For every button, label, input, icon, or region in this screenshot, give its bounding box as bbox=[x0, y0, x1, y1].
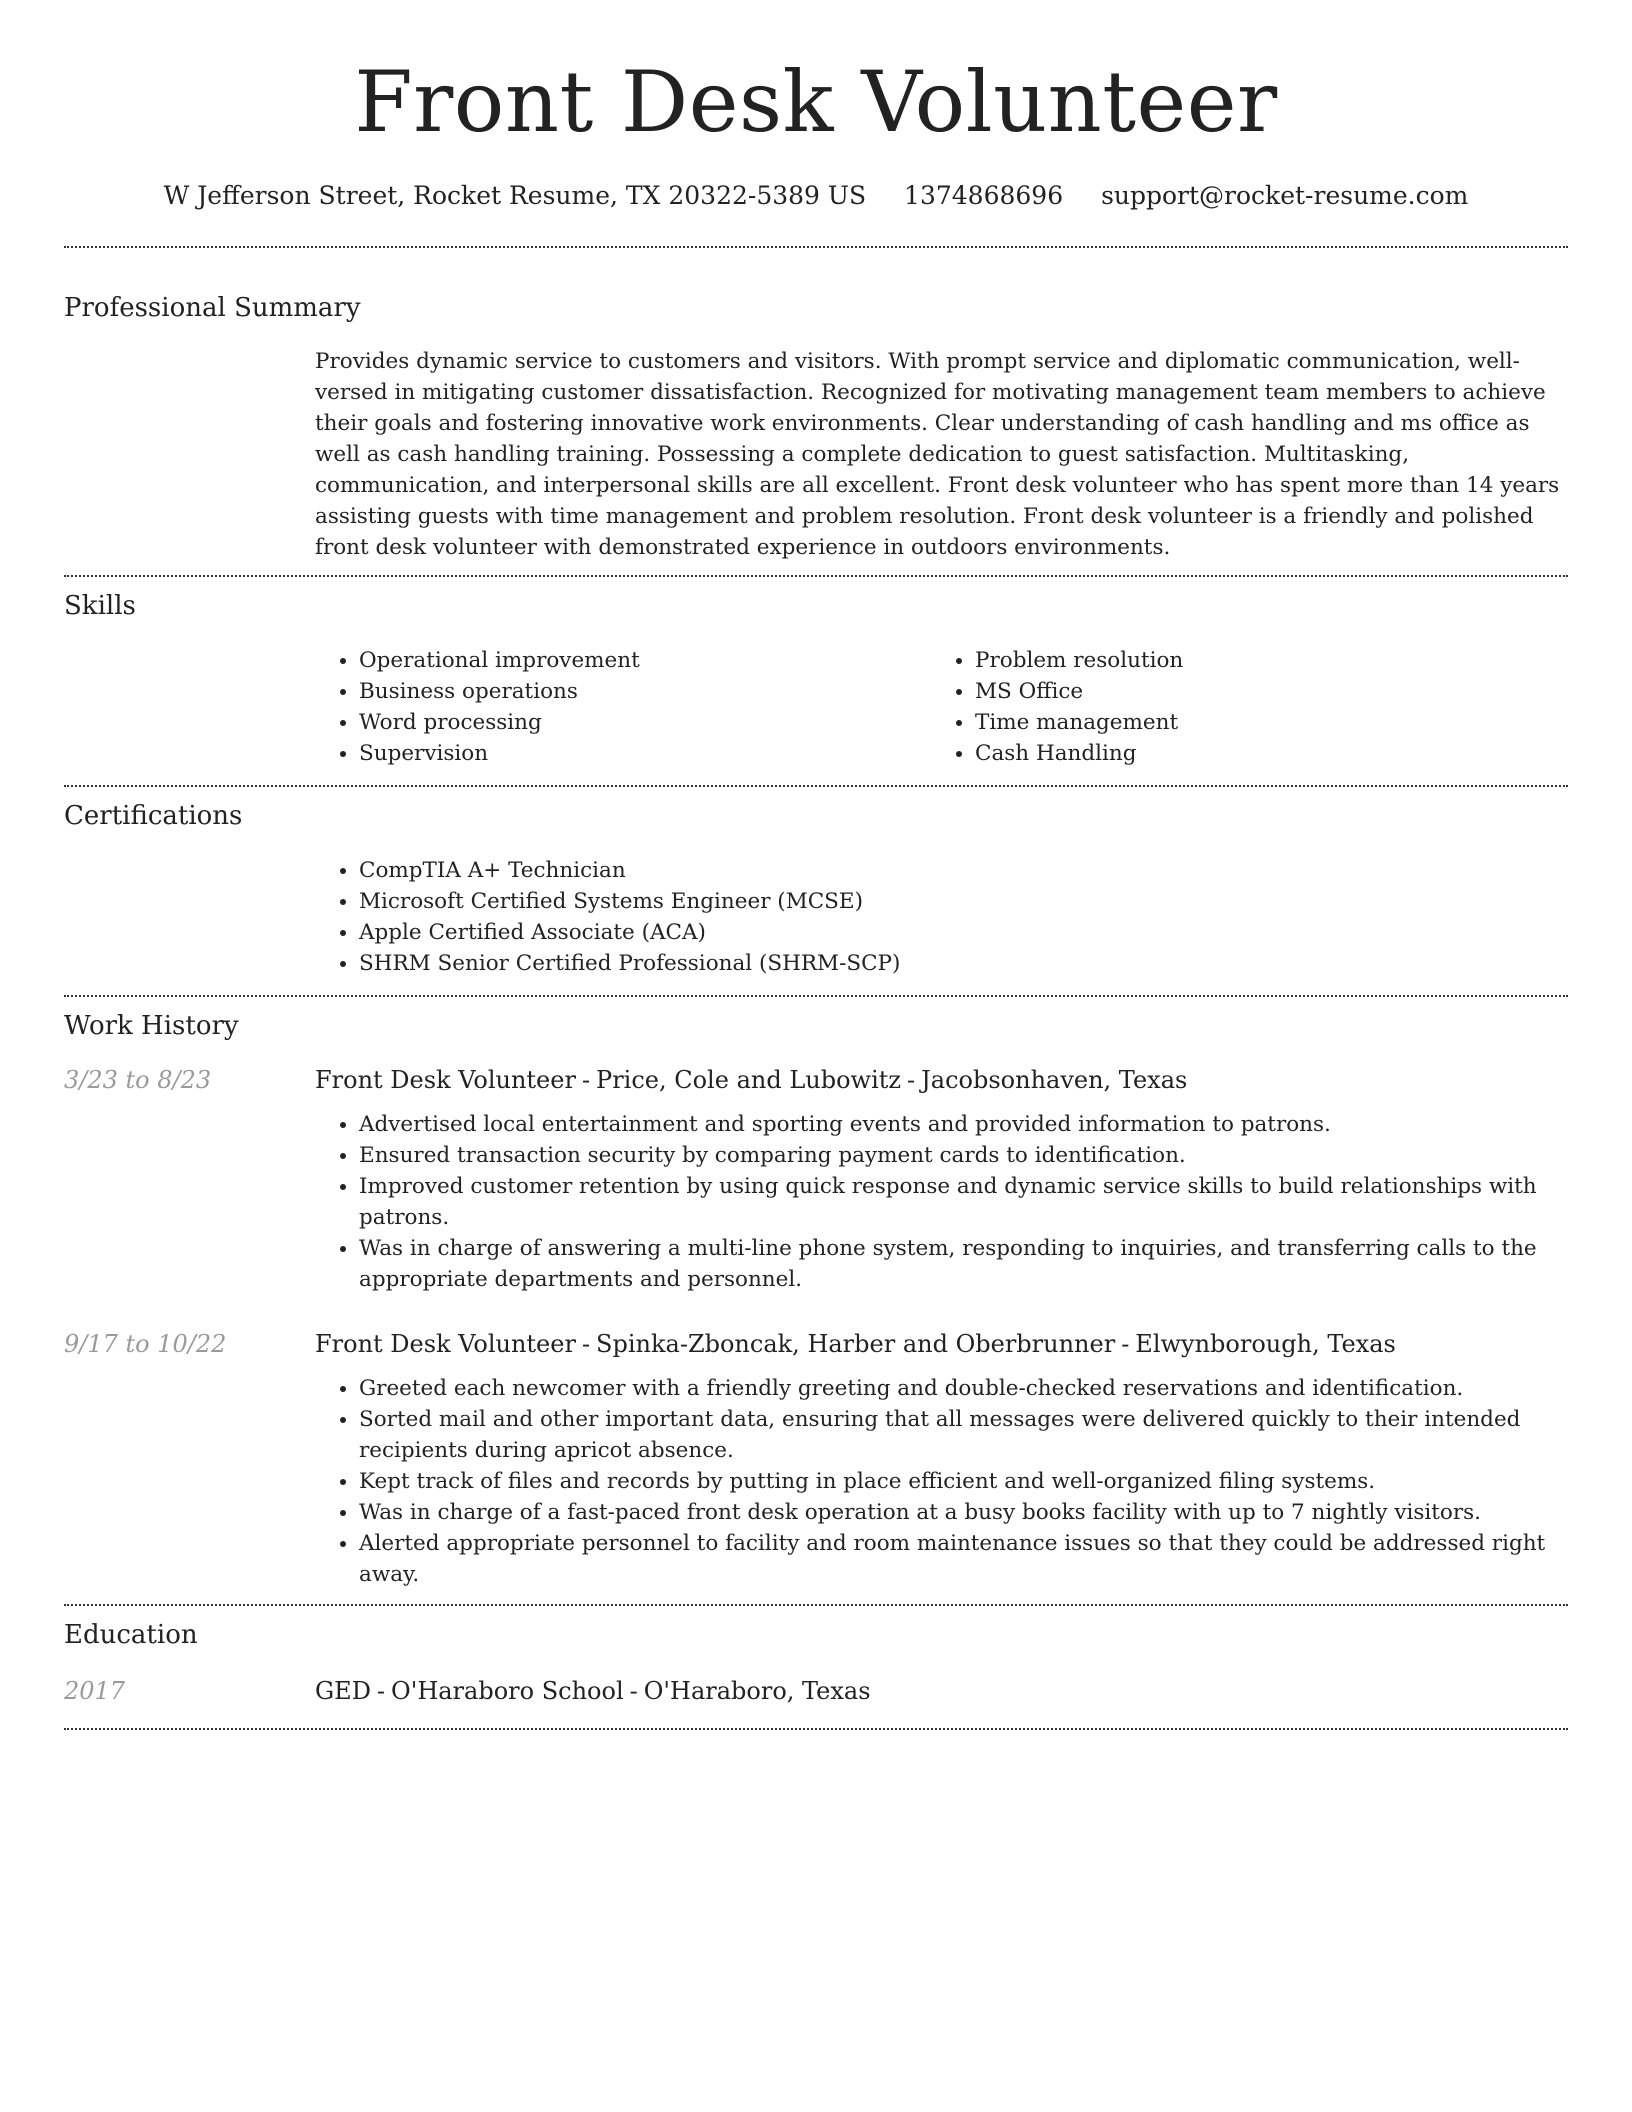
certification-item: • SHRM Senior Certified Professional (SHRM-SCP) bbox=[359, 948, 1568, 979]
skill-item: • Problem resolution bbox=[975, 645, 1183, 676]
job-bullet-list bbox=[315, 1373, 1568, 1590]
education-separator: - bbox=[376, 1677, 386, 1705]
education-entry bbox=[64, 1674, 1568, 1708]
skill-item: • Operational improvement bbox=[359, 645, 931, 676]
certification-item: • Microsoft Certified Systems Engineer (MCSE) bbox=[359, 886, 1568, 917]
job-separator: - bbox=[581, 1066, 591, 1094]
certifications-heading: Certifications bbox=[64, 801, 243, 831]
section-divider bbox=[64, 1728, 1568, 1730]
job-bullets bbox=[315, 1373, 1568, 1590]
certification-item: • CompTIA A+ Technician bbox=[359, 855, 1568, 886]
job-entry bbox=[64, 1327, 1568, 1590]
skill-item: • Supervision bbox=[359, 738, 931, 769]
job-details bbox=[315, 1327, 1568, 1590]
job-bullet: • Kept track of files and records by putting in place efficient and well-organized filing systems. bbox=[359, 1466, 1568, 1497]
summary-section bbox=[64, 248, 1568, 575]
job-employer: Price, Cole and Lubowitz bbox=[596, 1066, 902, 1094]
job-bullets bbox=[315, 1109, 1568, 1295]
job-heading bbox=[315, 1327, 1568, 1361]
job-bullet-list bbox=[315, 1109, 1568, 1295]
job-bullet: • Sorted mail and other important data, ensuring that all messages were delivered quickly to their intended recipients during apricot absence. bbox=[359, 1404, 1568, 1466]
skill-item: • Business operations bbox=[359, 676, 931, 707]
contact-line bbox=[64, 180, 1568, 212]
contact-phone: 1374868696 bbox=[904, 181, 1064, 210]
education-year: 2017 bbox=[64, 1677, 126, 1705]
skills-column-right bbox=[931, 645, 1183, 769]
skills-heading: Skills bbox=[64, 591, 136, 621]
job-location: Jacobsonhaven, Texas bbox=[921, 1066, 1188, 1094]
education-location: O'Haraboro, Texas bbox=[643, 1677, 871, 1705]
job-bullet: • Improved customer retention by using quick response and dynamic service skills to build relationships with patrons. bbox=[359, 1171, 1568, 1233]
education-section bbox=[64, 1606, 1568, 1728]
candidate-name: Front Desk Volunteer bbox=[354, 53, 1278, 151]
education-separator: - bbox=[629, 1677, 638, 1705]
job-separator: - bbox=[581, 1330, 591, 1358]
education-school: O'Haraboro School bbox=[391, 1677, 624, 1705]
contact-email: support@rocket-resume.com bbox=[1101, 181, 1469, 210]
skills-list-right bbox=[931, 645, 1183, 769]
job-location: Elwynborough, Texas bbox=[1135, 1330, 1396, 1358]
job-dates: 3/23 to 8/23 bbox=[64, 1066, 212, 1094]
job-heading bbox=[315, 1063, 1568, 1097]
education-heading: Education bbox=[64, 1620, 198, 1650]
contact-address: W Jefferson Street, Rocket Resume, TX 20322-5389 US bbox=[163, 181, 867, 210]
job-separator: - bbox=[907, 1066, 916, 1094]
job-bullet: • Greeted each newcomer with a friendly greeting and double-checked reservations and identification. bbox=[359, 1373, 1568, 1404]
skill-item: • MS Office bbox=[975, 676, 1183, 707]
job-entry bbox=[64, 1063, 1568, 1295]
education-degree: GED bbox=[315, 1677, 371, 1705]
work-history-section bbox=[64, 997, 1568, 1604]
certifications-body bbox=[315, 833, 1568, 995]
skill-item: • Word processing bbox=[359, 707, 931, 738]
job-bullet: • Ensured transaction security by comparing payment cards to identification. bbox=[359, 1140, 1568, 1171]
job-role: Front Desk Volunteer bbox=[315, 1330, 576, 1358]
certifications-section bbox=[64, 787, 1568, 995]
summary-text: Provides dynamic service to customers and visitors. With prompt service and diplomatic communication, well-versed in mitigating customer dissatisfaction. Recognized for motivating management team members to achieve their goals and fostering innovative work environments. Clear understanding of cash handling and ms office as well as cash handling training. Possessing a complete dedication to guest satisfaction. Multitasking, communication, and interpersonal skills are all excellent. Front desk volunteer who has spent more than 14 years assisting guests with time management and problem resolution. Front desk volunteer is a friendly and polished front desk volunteer with demonstrated experience in outdoors environments. bbox=[315, 349, 1560, 560]
certifications-list bbox=[315, 855, 1568, 979]
skill-item: • Cash Handling bbox=[975, 738, 1183, 769]
job-employer: Spinka-Zboncak, Harber and Oberbrunner bbox=[596, 1330, 1116, 1358]
education-heading-line bbox=[315, 1674, 1568, 1708]
job-bullet: • Alerted appropriate personnel to facility and room maintenance issues so that they could be addressed right away. bbox=[359, 1528, 1568, 1590]
skills-list-left bbox=[315, 645, 931, 769]
job-bullet: • Was in charge of a fast-paced front desk operation at a busy books facility with up to 7 nightly visitors. bbox=[359, 1497, 1568, 1528]
skills-section bbox=[64, 577, 1568, 785]
job-separator: - bbox=[1121, 1330, 1130, 1358]
job-bullet: • Advertised local entertainment and sporting events and provided information to patrons. bbox=[359, 1109, 1568, 1140]
skills-column-left bbox=[315, 645, 931, 769]
summary-heading: Professional Summary bbox=[64, 293, 361, 323]
skills-columns bbox=[315, 623, 1568, 785]
job-details bbox=[315, 1063, 1568, 1295]
work-history-heading: Work History bbox=[64, 1011, 239, 1041]
job-bullet: • Was in charge of answering a multi-line phone system, responding to inquiries, and transferring calls to the appropriate departments and personnel. bbox=[359, 1233, 1568, 1295]
certification-item: • Apple Certified Associate (ACA) bbox=[359, 917, 1568, 948]
job-role: Front Desk Volunteer bbox=[315, 1066, 576, 1094]
education-details bbox=[315, 1674, 1568, 1708]
job-dates: 9/17 to 10/22 bbox=[64, 1330, 227, 1358]
skill-item: • Time management bbox=[975, 707, 1183, 738]
